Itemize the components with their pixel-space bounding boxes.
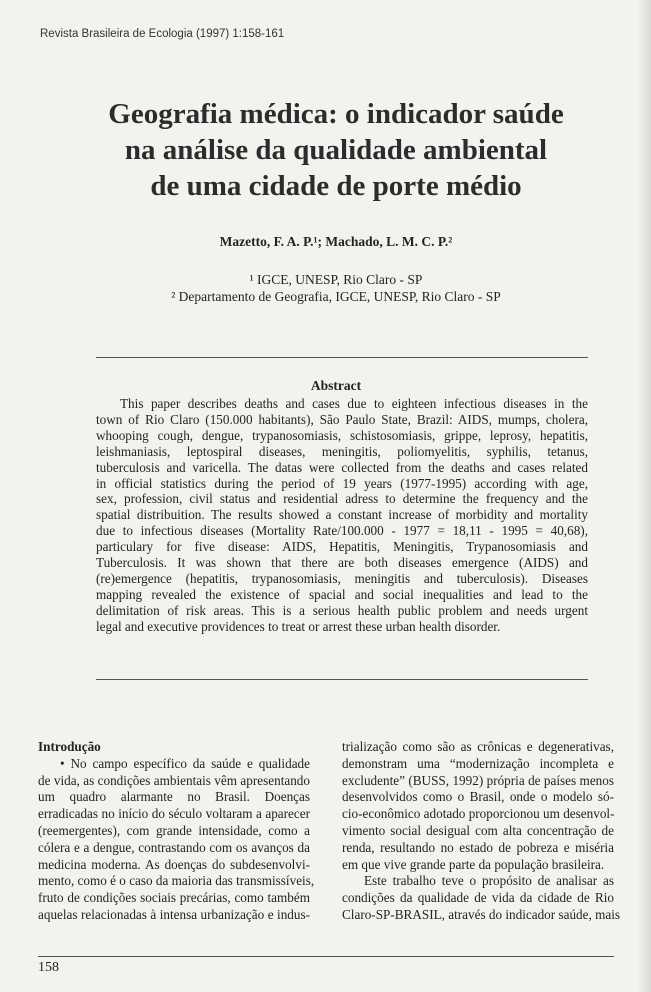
section-heading: Introdução [38, 739, 101, 754]
abstract-line: Tuberculosis. It was shown that there are both diseases emergence (AIDS) and [96, 555, 588, 571]
abstract-top-rule [96, 357, 588, 358]
author-list: Mazetto, F. A. P.¹; Machado, L. M. C. P.² [219, 234, 453, 249]
journal-citation: Revista Brasileira de Ecologia (1997) 1:158-161 [40, 28, 285, 40]
body-line: excludente” (BUSS, 1992) própria de países menos [342, 772, 614, 788]
body-line: fruto de condições sociais precárias, como também [38, 890, 310, 906]
abstract-line: legal and executive providences to treat or arrest these urban health disorder. [96, 618, 501, 634]
body-column-left [38, 739, 315, 924]
body-line: Este trabalho teve o propósito de analisar as [364, 873, 614, 889]
abstract-line: (re)emergence (hepatitis, trypanosomiasis, meningitis and tuberculosis). Diseases [96, 570, 588, 586]
page-edge-shadow [637, 0, 651, 992]
abstract-line: tuberculosis and varicella. The datas were collected from the deaths and cases related [96, 459, 588, 475]
body-line: aquelas relacionadas à intensa urbanização e indus- [38, 906, 310, 922]
body-line: vimento social desigual com alta concentração de [342, 822, 614, 838]
body-column-right [342, 739, 620, 924]
abstract-line: whooping cough, dengue, trypanosomiasis, schistosomiasis, grippe, leprosy, hepatitis, [96, 427, 588, 443]
abstract-line: due to infectious diseases (Mortality Rate/100.000 - 1977 = 18,11 - 1995 = 40,68), [96, 523, 588, 539]
body-line: erradicadas no início do século voltaram a aparecer [38, 806, 310, 822]
title-line: na análise da qualidade ambiental [124, 134, 548, 166]
body-line: trialização como são as crônicas e degenerativas, [342, 739, 614, 754]
affiliation-2: ² Departamento de Geografia, IGCE, UNESP, Rio Claro - SP [171, 289, 501, 304]
title-line: Geografia médica: o indicador saúde [108, 98, 564, 130]
affiliation-1: ¹ IGCE, UNESP, Rio Claro - SP [249, 272, 423, 287]
abstract-line: sex, profession, civil status and residential adress to determine the frequency and the [96, 491, 588, 507]
body-line: cólera e a dengue, contrastando com os avanços da [38, 839, 310, 855]
abstract-line: leishmaniasis, leptospiral diseases, meningitis, poliomyelitis, syphilis, tetanus, [96, 443, 588, 459]
title-line: de uma cidade de porte médio [150, 170, 522, 202]
abstract-heading: Abstract [310, 378, 362, 393]
affiliations [60, 271, 612, 305]
article-title [60, 96, 612, 204]
abstract-bottom-rule [96, 679, 588, 680]
body-line: em que vive grande parte da população brasileira. [342, 856, 605, 872]
body-line: • No campo específico da saúde e qualidade [60, 755, 310, 771]
footer-rule [38, 956, 614, 957]
body-line: mento, como é o caso da maioria das transmissíveis, [38, 873, 315, 889]
abstract-line: particulary for five disease: AIDS, Hepatitis, Meningitis, Trypanosomiasis and [96, 539, 588, 555]
body-line: renda, resultando no estado de pobreza e miséria [342, 839, 614, 855]
body-line: cio-econômico adotado proporcionou um desenvol- [342, 806, 615, 822]
body-line: desenvolvidos como o Brasil, onde o modelo só- [342, 789, 614, 805]
abstract-line: spatial distribuition. The results showed a constant increase of morbidity and mortality [96, 507, 588, 523]
abstract-body [96, 396, 588, 635]
body-line: demonstram uma “modernização incompleta e [342, 755, 614, 771]
body-line: de vida, as condições ambientais vêm apresentando [38, 772, 310, 788]
abstract-line: This paper describes deaths and cases due to eighteen infectious diseases in the [120, 396, 588, 411]
abstract-line: town of Rio Claro (150.000 habitants), São Paulo State, Brazil: AIDS, mumps, cholera, [96, 411, 588, 427]
body-line: condições da qualidade de vida da cidade de Rio [342, 890, 614, 906]
abstract-line: delimitation of risk areas. This is a serious health public problem and needs urgent [96, 602, 588, 618]
body-line: medicina moderna. As doenças do subdesenvolvi- [38, 856, 310, 872]
body-line: (reemergentes), com grande intensidade, como a [38, 822, 310, 838]
body-line: um quadro alarmante no Brasil. Doenças [38, 789, 310, 805]
body-line: Claro-SP-BRASIL, através do indicador saúde, mais [342, 906, 620, 922]
page-number: 158 [38, 960, 59, 975]
abstract-line: in official statistics during the period of 19 years (1977-1995) according with age, [96, 475, 588, 491]
abstract-line: mapping revealed the existence of spacial and social inequalities and lead to the [96, 586, 588, 602]
